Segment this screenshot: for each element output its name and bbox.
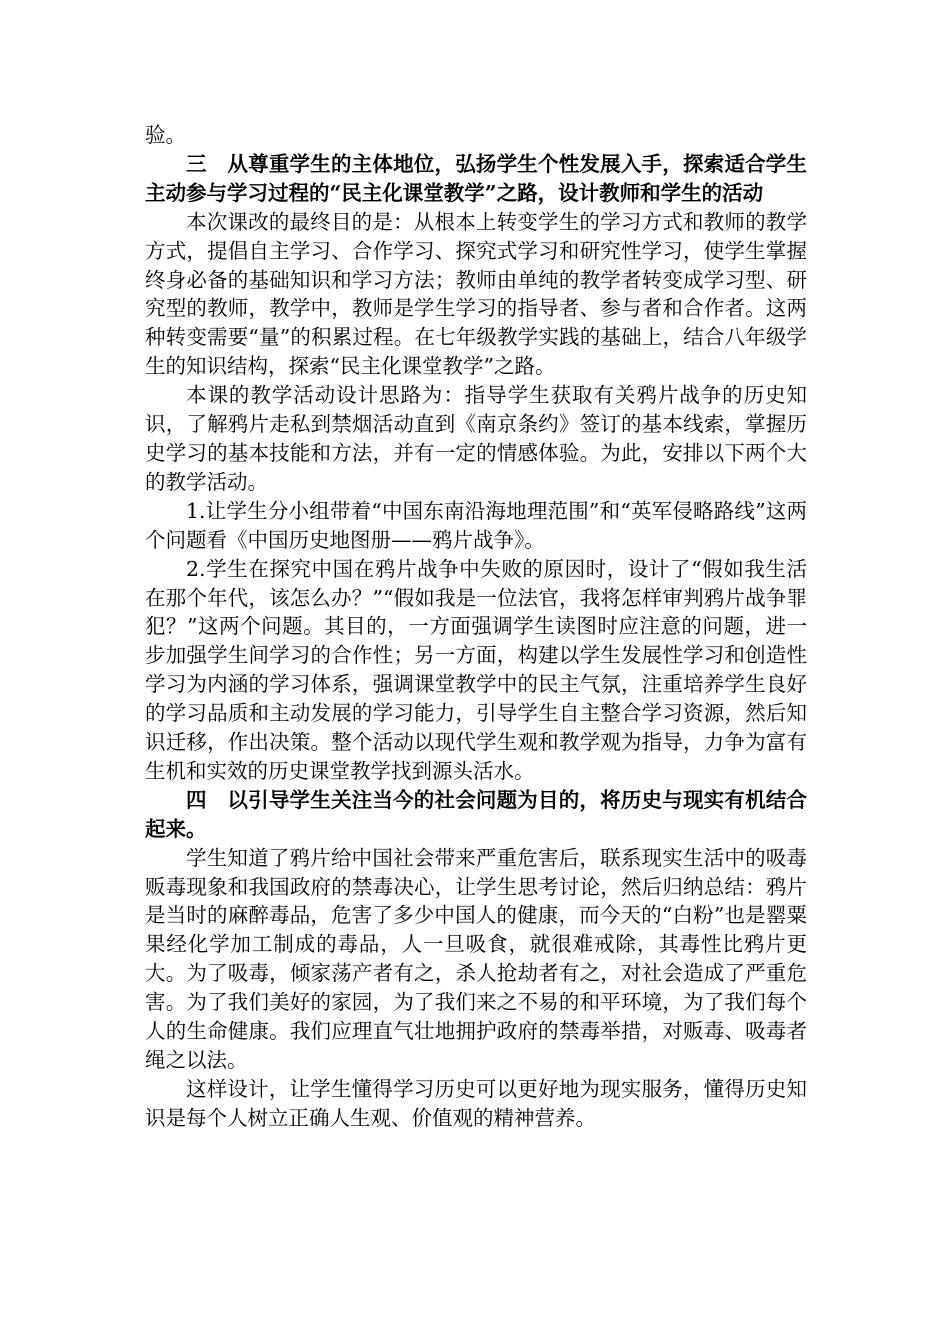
paragraph-conclusion: 这样设计，让学生懂得学习历史可以更好地为现实服务，懂得历史知识是每个人树立正确人生观、价值观的精神营养。	[145, 1076, 807, 1130]
section-heading-four: 四 以引导学生关注当今的社会问题为目的，将历史与现实有机结合起来。	[145, 787, 807, 841]
paragraph-reform-goal: 本次课改的最终目的是：从根本上转变学生的学习方式和教师的教学方式，提倡自主学习、合作学习、探究式学习和研究性学习，使学生掌握终身必备的基础知识和学习方法；教师由单纯的教学者转变成学习型、研究型的教师，教学中，教师是学生学习的指导者、参与者和合作者。这两种转变需要“量”的积累过程。在七年级教学实践的基础上，结合八年级学生的知识结构，探索“民主化课堂教学”之路。	[145, 209, 807, 379]
section-heading-three: 三 从尊重学生的主体地位，弘扬学生个性发展入手，探索适合学生主动参与学习过程的“民主化课堂教学”之路，设计教师和学生的活动	[145, 151, 807, 205]
list-item-activity-2: 2.学生在探究中国在鸦片战争中失败的原因时，设计了“假如我生活在那个年代，该怎么办？”“假如我是一位法官，我将怎样审判鸦片战争罪犯？”这两个问题。其目的，一方面强调学生读图时应注意的问题，进一步加强学生间学习的合作性；另一方面，构建以学生发展性学习和创造性学习为内涵的学习体系，强调课堂教学中的民主气氛，注重培养学生良好的学习品质和主动发展的学习能力，引导学生自主整合学习资源，然后知识迁移，作出决策。整个活动以现代学生观和教学观为指导，力争为富有生机和实效的历史课堂教学找到源头活水。	[145, 556, 807, 783]
list-item-activity-1: 1.让学生分小组带着“中国东南沿海地理范围”和“英军侵略路线”这两个问题看《中国历史地图册——鸦片战争》。	[145, 498, 807, 552]
paragraph-activity-design: 本课的教学活动设计思路为：指导学生获取有关鸦片战争的历史知识，了解鸦片走私到禁烟活动直到《南京条约》签订的基本线索，掌握历史学习的基本技能和方法，并有一定的情感体验。为此，安排以下两个大的教学活动。	[145, 383, 807, 494]
paragraph-drug-awareness: 学生知道了鸦片给中国社会带来严重危害后，联系现实生活中的吸毒贩毒现象和我国政府的禁毒决心，让学生思考讨论，然后归纳总结：鸦片是当时的麻醉毒品，危害了多少中国人的健康，而今天的“白粉”也是罂粟果经化学加工制成的毒品，人一旦吸食，就很难戒除，其毒性比鸦片更大。为了吸毒，倾家荡产者有之，杀人抢劫者有之，对社会造成了严重危害。为了我们美好的家园，为了我们来之不易的和平环境，为了我们每个人的生命健康。我们应理直气壮地拥护政府的禁毒举措，对贩毒、吸毒者绳之以法。	[145, 845, 807, 1072]
document-page	[145, 121, 807, 1133]
paragraph-continuation: 验。	[145, 123, 186, 147]
